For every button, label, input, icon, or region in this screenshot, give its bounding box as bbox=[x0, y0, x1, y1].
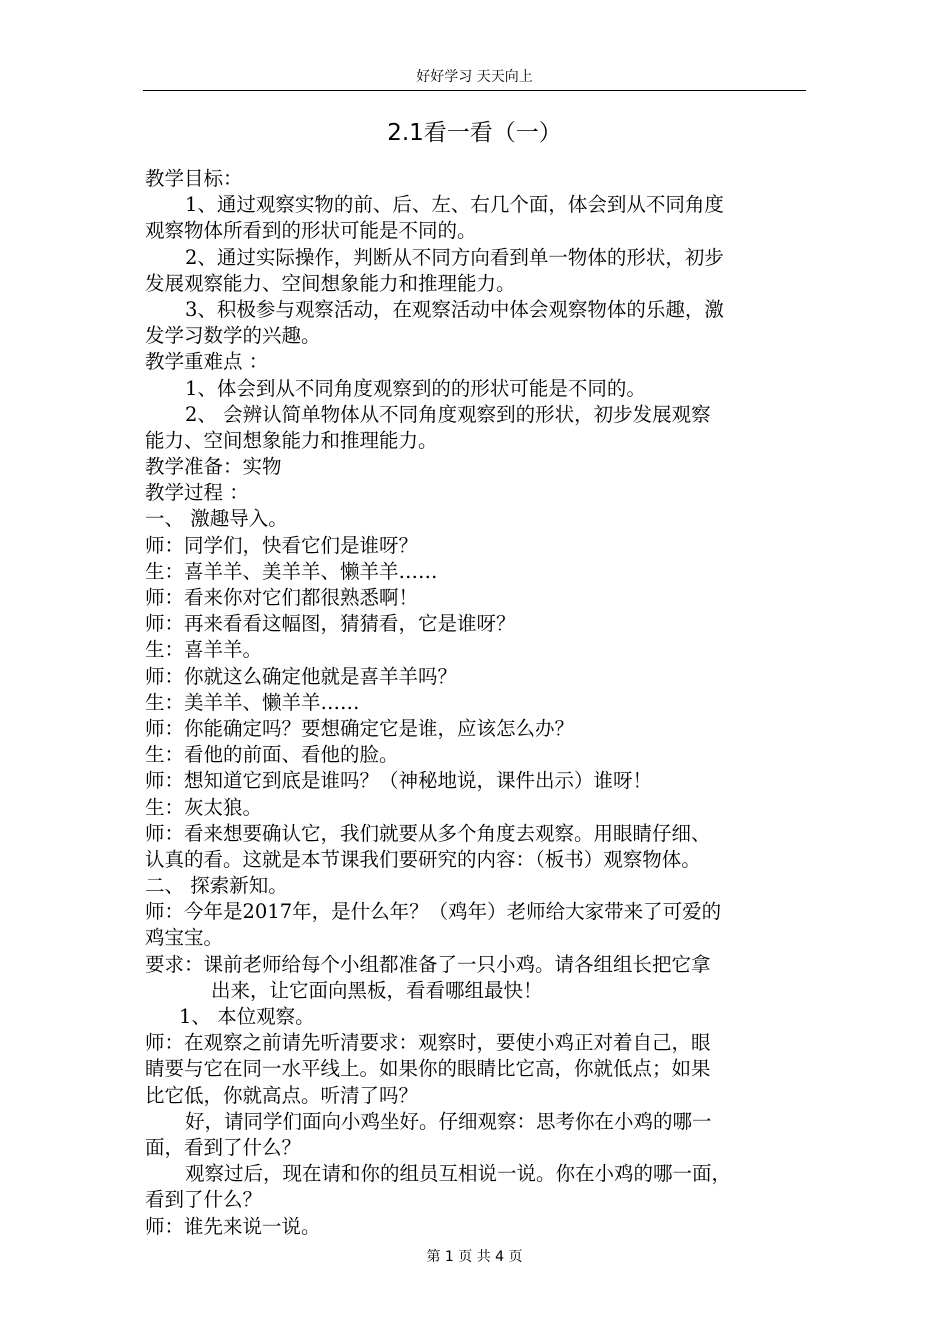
text-line: 师：在观察之前请先听清要求：观察时，要使小鸡正对着自己，眼 bbox=[145, 1031, 711, 1055]
text-line: 师：再来看看这幅图，猜猜看，它是谁呀？ bbox=[145, 612, 516, 636]
text-line: 好，请同学们面向小鸡坐好。仔细观察：思考你在小鸡的哪一 bbox=[185, 1109, 712, 1133]
text-line: 观察物体所看到的形状可能是不同的。 bbox=[145, 219, 477, 243]
text-line: 认真的看。这就是本节课我们要研究的内容：（板书）观察物体。 bbox=[145, 847, 701, 871]
text-line: 1、 本位观察。 bbox=[179, 1005, 315, 1028]
text-line: 师：看来你对它们都很熟悉啊！ bbox=[145, 586, 419, 609]
text-line: 2、 会辨认简单物体从不同角度观察到的形状，初步发展观察 bbox=[185, 402, 711, 426]
text-line: 生：灰太狼。 bbox=[145, 795, 263, 819]
text-line: 教学准备：实物 bbox=[145, 455, 282, 479]
text-line: 师：谁先来说一说。 bbox=[145, 1214, 321, 1238]
text-line: 教学重难点 ： bbox=[145, 350, 269, 374]
text-line: 鸡宝宝。 bbox=[145, 926, 224, 950]
text-line: 师：你能确定吗？要想确定它是谁，应该怎么办？ bbox=[145, 716, 575, 740]
text-line: 3、积极参与观察活动，在观察活动中体会观察物体的乐趣，激 bbox=[185, 297, 724, 321]
text-line: 发展观察能力、空间想象能力和推理能力。 bbox=[145, 271, 516, 295]
page-footer: 第 1 页 共 4 页 bbox=[426, 1249, 523, 1265]
text-line: 观察过后，现在请和你的组员互相说一说。你在小鸡的哪一面， bbox=[185, 1162, 732, 1186]
text-line: 教学目标： bbox=[145, 167, 243, 190]
text-line: 师：今年是2017年，是什么年？（鸡年）老师给大家带来了可爱的 bbox=[145, 900, 722, 924]
text-line: 发学习数学的兴趣。 bbox=[145, 324, 321, 348]
text-line: 二、 探索新知。 bbox=[145, 874, 288, 898]
text-line: 睛要与它在同一水平线上。如果你的眼睛比它高，你就低点；如果 bbox=[145, 1057, 711, 1081]
text-line: 面，看到了什么？ bbox=[145, 1135, 302, 1159]
text-line: 1、体会到从不同角度观察到的的形状可能是不同的。 bbox=[185, 376, 646, 400]
page-header: 好好学习 天天向上 bbox=[143, 64, 806, 91]
text-line: 能力、空间想象能力和推理能力。 bbox=[145, 428, 438, 452]
text-line: 2、通过实际操作，判断从不同方向看到单一物体的形状，初步 bbox=[185, 245, 724, 269]
text-line: 生：美羊羊、懒羊羊…… bbox=[145, 690, 360, 714]
text-line: 师：看来想要确认它，我们就要从多个角度去观察。用眼睛仔细、 bbox=[145, 821, 711, 845]
document-body bbox=[145, 166, 807, 1240]
text-line: 一、 激趣导入。 bbox=[145, 507, 288, 531]
text-line: 1、通过观察实物的前、后、左、右几个面，体会到从不同角度 bbox=[185, 193, 724, 217]
text-line: 师：你就这么确定他就是喜羊羊吗？ bbox=[145, 664, 458, 688]
text-line: 出来，让它面向黑板，看看哪组最快！ bbox=[211, 978, 543, 1002]
text-line: 教学过程 ： bbox=[145, 481, 249, 505]
text-line: 要求：课前老师给每个小组都准备了一只小鸡。请各组组长把它拿 bbox=[145, 952, 711, 976]
text-line: 生：喜羊羊。 bbox=[145, 638, 263, 662]
text-line: 看到了什么？ bbox=[145, 1188, 263, 1212]
text-line: 师：想知道它到底是谁吗？（神秘地说，课件出示）谁呀！ bbox=[145, 769, 653, 793]
text-line: 师：同学们，快看它们是谁呀？ bbox=[145, 533, 419, 557]
text-line: 生：喜羊羊、美羊羊、懒羊羊…… bbox=[145, 559, 438, 583]
text-line: 比它低，你就高点。听清了吗？ bbox=[145, 1083, 419, 1107]
lesson-title: 2.1看一看（一） bbox=[387, 120, 562, 146]
text-line: 生：看他的前面、看他的脸。 bbox=[145, 743, 399, 767]
